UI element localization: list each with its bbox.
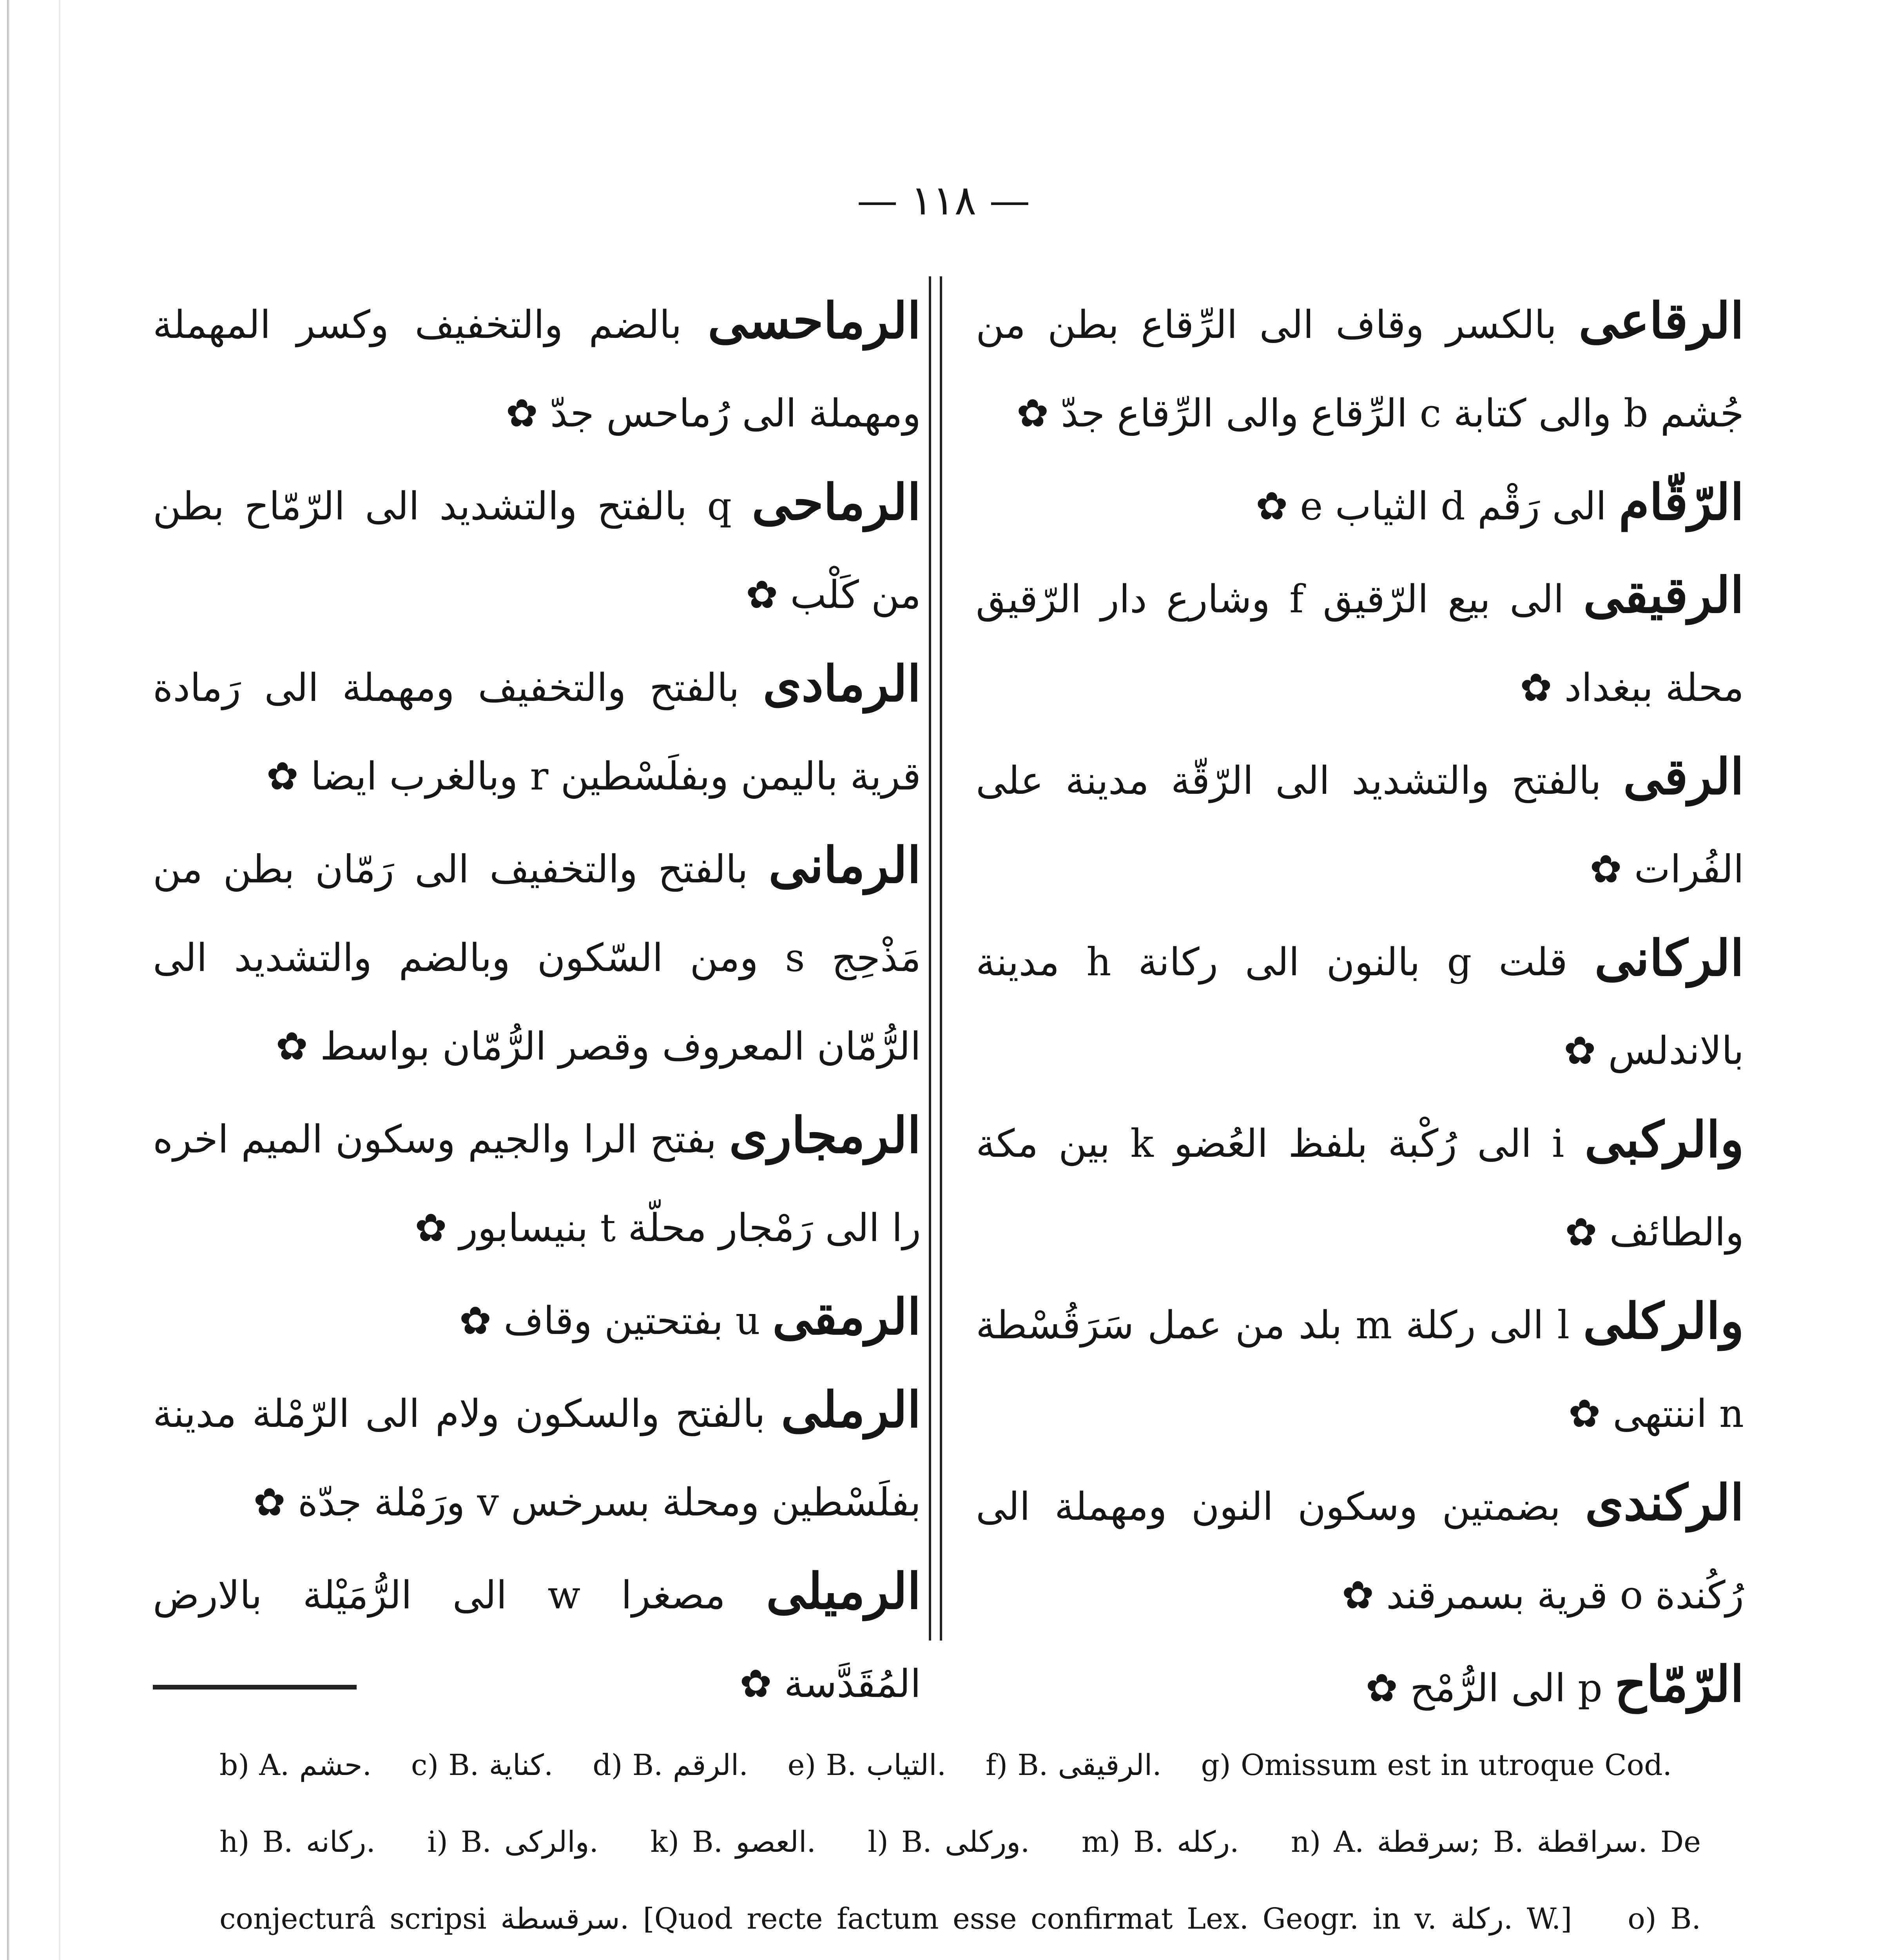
entry-head: الرقى xyxy=(1623,748,1744,806)
entry-body: مصغرا w الى الرُّمَيْلة بالارض المُقَدَّسة ✿ xyxy=(153,1573,921,1706)
entry-head: الرمقى xyxy=(772,1288,921,1346)
entry xyxy=(153,1091,921,1272)
footnote: m) B. ركله. xyxy=(1081,1825,1239,1859)
entry xyxy=(153,1272,921,1365)
column-divider xyxy=(929,276,942,1641)
entry-body: بفتح الرا والجيم وسكون الميم اخره را الى رَمْجار محلّة t بنيسابور ✿ xyxy=(153,1117,921,1250)
entry-head: الرمادى xyxy=(763,655,921,713)
footnote: k) B. العصو. xyxy=(650,1825,816,1859)
entry-head: والركبى xyxy=(1584,1111,1744,1169)
entry xyxy=(153,639,921,821)
entry-head: الرّمّاح xyxy=(1614,1655,1744,1713)
entry-body: بالكسر وقاف الى الرِّقاع بطن من جُشم b والى كتابة c الرِّقاع والى الرِّقاع جدّ ✿ xyxy=(976,303,1744,436)
footnotes xyxy=(219,1727,1701,1960)
entry-head: الرماحى xyxy=(752,473,921,531)
entry-head: الرقيقى xyxy=(1583,566,1744,624)
footnote: i) B. والركى. xyxy=(427,1825,599,1859)
footnote: n) A. سرقطة; B. سراقطة. De conjecturâ scripsi سرقسطة. [Quod recte factum esse confirmat Lex. Geogr. in v. ركلة. W.] xyxy=(219,1825,1701,1936)
entry xyxy=(976,551,1744,732)
footnote: e) B. التياب. xyxy=(787,1748,946,1782)
entry-body: بالفتح والتشديد الى الرّقّة مدينة على الفُرات ✿ xyxy=(976,759,1744,892)
entry xyxy=(153,1365,921,1547)
page-gutter-shadow xyxy=(7,0,9,1960)
entry-body: الى بيع الرّقيق f وشارع دار الرّقيق محلة ببغداد ✿ xyxy=(976,577,1744,710)
entry-head: الرمانى xyxy=(769,836,921,894)
footnote: f) B. الرقيقى. xyxy=(985,1748,1162,1782)
entry-body: بالفتح والسكون ولام الى الرّمْلة مدينة بفلَسْطين ومحلة بسرخس v ورَمْلة جدّة ✿ xyxy=(153,1392,921,1525)
footnote: h) B. ركانه. xyxy=(219,1825,375,1859)
footnote-rule xyxy=(153,1685,357,1690)
page-number: — ١١٨ — xyxy=(857,176,1030,224)
left-column xyxy=(153,276,921,1706)
footnote: d) B. الرقم. xyxy=(593,1748,748,1782)
entry-body: i الى رُكْبة بلفظ العُضو k بين مكة والطائف ✿ xyxy=(976,1122,1744,1255)
entry xyxy=(976,1095,1744,1277)
entry-head: الرقاعى xyxy=(1579,292,1744,350)
entry-body: بالضم والتخفيف وكسر المهملة ومهملة الى رُماحس جدّ ✿ xyxy=(153,303,921,436)
entry-head: الرملى xyxy=(781,1381,921,1439)
entry-body: u بفتحتين وقاف ✿ xyxy=(459,1299,760,1343)
entry xyxy=(976,732,1744,914)
entry-body: الى رَقْم d الثياب e ✿ xyxy=(1256,484,1607,529)
entry xyxy=(976,276,1744,458)
entry-body: l الى ركلة m بلد من عمل سَرَقُسْطة n اننتهى ✿ xyxy=(976,1303,1744,1436)
right-column xyxy=(976,276,1744,1713)
footnote: c) B. كناية. xyxy=(411,1748,553,1782)
entry-head: والركلى xyxy=(1583,1292,1744,1350)
footnote: b) A. حشم. xyxy=(219,1748,372,1782)
entry-body: p الى الرُّمْح ✿ xyxy=(1365,1666,1602,1711)
text-columns xyxy=(153,276,1744,1713)
footnote: o) B. xyxy=(1628,1902,1701,1936)
entry-head: الرماحسى xyxy=(707,292,921,350)
entry xyxy=(976,458,1744,551)
entry xyxy=(153,1547,921,1728)
entry-body: بضمتين وسكون النون ومهملة الى رُكُندة o قرية بسمرقند ✿ xyxy=(976,1485,1744,1618)
entry-body: بالفتح والتخفيف الى رَمّان بطن من مَذْحِج s ومن السّكون وبالضم والتشديد الى الرُّمّان المعروف وقصر الرُّمّان بواسط ✿ xyxy=(153,847,921,1069)
entry-body: قلت g بالنون الى ركانة h مدينة بالاندلس ✿ xyxy=(976,940,1744,1073)
entry xyxy=(153,821,921,1091)
entry xyxy=(976,914,1744,1095)
footnote: g) Omissum est in utroque Cod. xyxy=(1201,1748,1672,1782)
entry-body: بالفتح والتخفيف ومهملة الى رَمادة قرية باليمن وبفلَسْطين r وبالغرب ايضا ✿ xyxy=(153,666,921,799)
page-gutter-line xyxy=(59,0,60,1960)
entry xyxy=(976,1458,1744,1640)
entry-head: الركندى xyxy=(1585,1474,1744,1532)
entry xyxy=(153,276,921,458)
entry xyxy=(976,1640,1744,1733)
entry-head: الرمجارى xyxy=(729,1106,921,1164)
entry-head: الرّقّام xyxy=(1619,473,1744,531)
entry xyxy=(976,1277,1744,1458)
footnote: l) B. وركلى. xyxy=(868,1825,1030,1859)
entry xyxy=(153,458,921,639)
entry-head: الرميلى xyxy=(766,1562,921,1620)
entry-body: q بالفتح والتشديد الى الرّمّاح بطن من كَلْب ✿ xyxy=(153,484,921,617)
entry-head: الركانى xyxy=(1594,929,1744,987)
